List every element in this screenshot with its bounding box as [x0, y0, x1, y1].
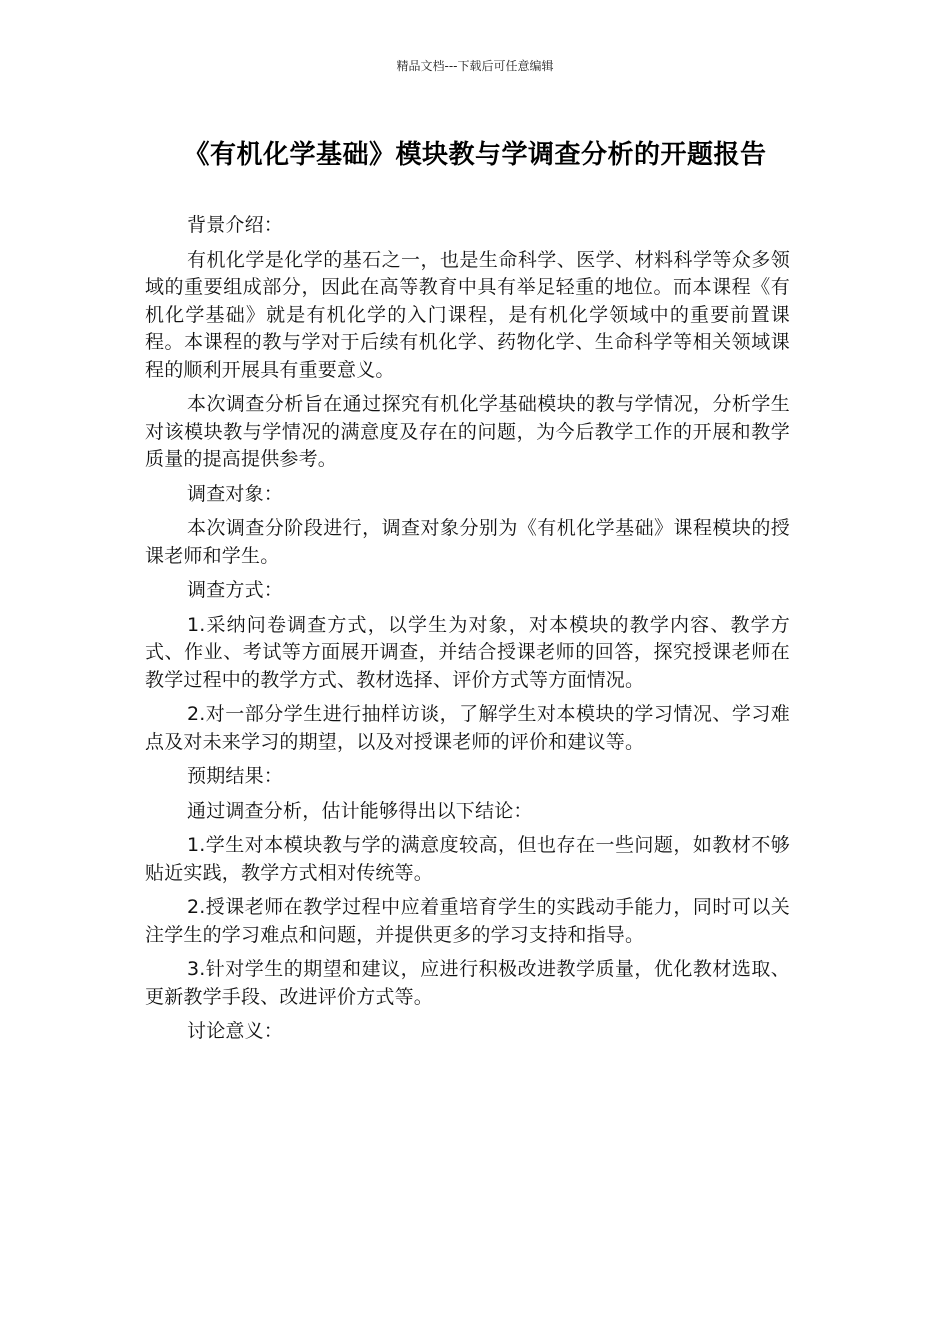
section-heading-methods: 调查方式：: [187, 579, 284, 601]
paragraph: 有机化学是化学的基石之一，也是生命科学、医学、材料科学等众多领域的重要组成部分，因此在高等教育中具有举足轻重的地位。而本课程《有机化学基础》就是有机化学的入门课程，是有机化学领域中的重要前置课程。本课程的教与学对于后续有机化学、药物化学、生命科学等相关领域课程的顺利开展具有重要意义。: [145, 248, 790, 381]
list-item: 2.对一部分学生进行抽样访谈，了解学生对本模块的学习情况、学习难点及对未来学习的期望，以及对授课老师的评价和建议等。: [145, 703, 790, 753]
document-title: 《有机化学基础》模块教与学调查分析的开题报告: [183, 140, 767, 170]
page-header: 精品文档---下载后可任意编辑: [396, 59, 554, 73]
list-item: 2.授课老师在教学过程中应着重培育学生的实践动手能力，同时可以关注学生的学习难点和问题，并提供更多的学习支持和指导。: [145, 896, 790, 946]
section-heading-significance: 讨论意义：: [187, 1020, 284, 1042]
section-heading-subjects: 调查对象：: [187, 482, 284, 505]
document-body: [145, 212, 790, 1053]
section-heading-background: 背景介绍：: [187, 214, 284, 236]
section-heading-expected: 预期结果：: [187, 765, 284, 787]
list-item: 1.学生对本模块教与学的满意度较高，但也存在一些问题，如教材不够贴近实践，教学方式相对传统等。: [145, 834, 790, 884]
list-item: 1.采纳问卷调查方式，以学生为对象，对本模块的教学内容、教学方式、作业、考试等方面展开调查，并结合授课老师的回答，探究授课老师在教学过程中的教学方式、教材选择、评价方式等方面情况。: [145, 613, 790, 691]
list-item: 3.针对学生的期望和建议，应进行积极改进教学质量，优化教材选取、更新教学手段、改进评价方式等。: [145, 958, 790, 1008]
paragraph: 通过调查分析，估计能够得出以下结论：: [187, 799, 533, 822]
paragraph: 本次调查分析旨在通过探究有机化学基础模块的教与学情况，分析学生对该模块教与学情况的满意度及存在的问题，为今后教学工作的开展和教学质量的提高提供参考。: [145, 393, 790, 470]
paragraph: 本次调查分阶段进行，调查对象分别为《有机化学基础》课程模块的授课老师和学生。: [145, 517, 790, 567]
